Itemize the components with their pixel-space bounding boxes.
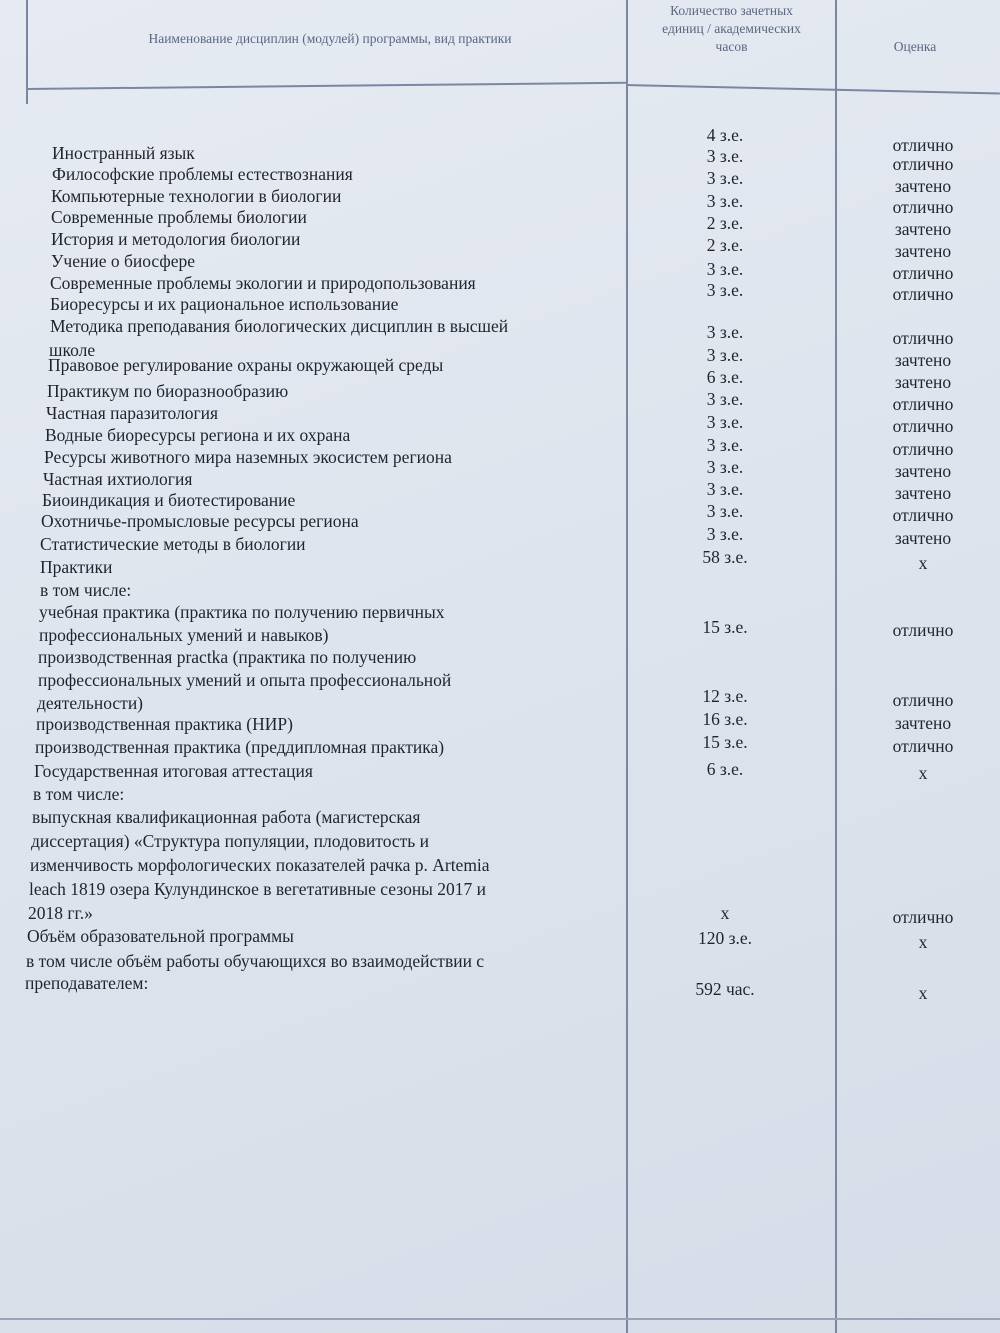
thesis-title-continued: изменчивость морфологических показателей рачка р. Artemia <box>30 855 490 875</box>
discipline-name: Статистические методы в биологии <box>40 534 306 554</box>
contact-label: в том числе объём работы обучающихся во взаимодействии с <box>26 951 485 971</box>
discipline-name: История и методология биологии <box>51 229 301 249</box>
discipline-grade: отлично <box>892 416 954 436</box>
discipline-grade: отлично <box>892 328 954 348</box>
discipline-grade: зачтено <box>894 350 952 370</box>
practice-units: 15 з.е. <box>702 732 748 752</box>
discipline-units: 3 з.е. <box>706 435 744 455</box>
discipline-units: 3 з.е. <box>706 345 744 365</box>
thesis-units: х <box>720 903 730 923</box>
thesis-title-continued: 2018 гг.» <box>28 903 93 923</box>
volume-units: 120 з.е. <box>697 928 753 948</box>
discipline-grade: зачтено <box>894 372 952 392</box>
discipline-name: Методика преподавания биологических дисциплин в высшей <box>50 316 509 336</box>
discipline-name: Водные биоресурсы региона и их охрана <box>45 425 351 445</box>
practices-title: Практики <box>40 557 113 577</box>
discipline-name: Философские проблемы естествознания <box>52 164 353 184</box>
discipline-name: Практикум по биоразнообразию <box>47 381 289 401</box>
discipline-grade: зачтено <box>894 461 952 481</box>
practices-units: 58 з.е. <box>702 547 748 567</box>
discipline-name: Современные проблемы биологии <box>51 207 307 227</box>
discipline-units: 3 з.е. <box>706 191 744 211</box>
thesis-title: выпускная квалификационная работа (магистерская <box>32 807 421 827</box>
discipline-grade: отлично <box>892 439 954 459</box>
discipline-units: 3 з.е. <box>706 457 744 477</box>
discipline-units: 4 з.е. <box>706 125 744 145</box>
discipline-units: 3 з.е. <box>706 389 744 409</box>
contact-label-continued: преподавателем: <box>25 973 149 993</box>
practice-units: 12 з.е. <box>702 686 748 706</box>
practice-grade: отлично <box>892 736 954 756</box>
header-units-col: Количество зачетных единиц / академических часов <box>662 3 801 54</box>
practice-name: производственная практика (НИР) <box>36 714 293 734</box>
practice-name-continued: профессиональных умений и навыков) <box>39 625 329 645</box>
header-bottom-line <box>26 82 626 90</box>
discipline-units: 3 з.е. <box>706 168 744 188</box>
discipline-units: 3 з.е. <box>706 259 744 279</box>
practice-grade: зачтено <box>894 713 952 733</box>
discipline-grade: отлично <box>892 284 954 304</box>
discipline-units: 3 з.е. <box>706 322 744 342</box>
discipline-units: 3 з.е. <box>706 524 744 544</box>
discipline-grade: зачтено <box>894 483 952 503</box>
discipline-grade: отлично <box>892 394 954 414</box>
discipline-name: Современные проблемы экологии и природопользования <box>50 273 476 293</box>
attestation-title: Государственная итоговая аттестация <box>34 761 313 781</box>
discipline-grade: отлично <box>892 135 954 155</box>
discipline-name: Частная ихтиология <box>43 469 193 489</box>
discipline-name: Иностранный язык <box>52 143 195 163</box>
including-label: в том числе: <box>33 784 125 804</box>
discipline-units: 2 з.е. <box>706 235 744 255</box>
discipline-units: 3 з.е. <box>706 146 744 166</box>
practice-grade: отлично <box>892 690 954 710</box>
contact-units: 592 час. <box>695 979 755 999</box>
header-name-col: Наименование дисциплин (модулей) программы, вид практики <box>148 31 512 46</box>
practice-name: производственная practka (практика по получению <box>38 647 417 667</box>
practice-name: производственная практика (преддипломная практика) <box>35 737 445 757</box>
thesis-title-continued: leach 1819 озера Кулундинское в вегетативные сезоны 2017 и <box>29 879 487 899</box>
discipline-grade: отлично <box>892 154 954 174</box>
practice-units: 16 з.е. <box>702 709 748 729</box>
discipline-units: 3 з.е. <box>706 501 744 521</box>
thesis-grade: отлично <box>892 907 954 927</box>
practice-grade: отлично <box>892 620 954 640</box>
discipline-grade: отлично <box>892 263 954 283</box>
discipline-units: 2 з.е. <box>706 213 744 233</box>
discipline-grade: отлично <box>892 505 954 525</box>
thesis-title-continued: диссертация) «Структура популяции, плодовитость и <box>31 831 430 851</box>
discipline-name: Частная паразитология <box>46 403 219 423</box>
discipline-name: Ресурсы животного мира наземных экосистем региона <box>44 447 452 467</box>
discipline-grade: зачтено <box>894 528 952 548</box>
practices-grade: х <box>918 553 928 573</box>
discipline-units: 3 з.е. <box>706 280 744 300</box>
discipline-name: Биоиндикация и биотестирование <box>42 490 296 510</box>
discipline-name: Биоресурсы и их рациональное использование <box>50 294 399 314</box>
header-grade-col: Оценка <box>893 39 937 54</box>
discipline-name: Правовое регулирование охраны окружающей среды <box>48 355 444 375</box>
practice-name: учебная практика (практика по получению первичных <box>39 602 445 622</box>
header-bottom-line-right <box>626 84 1000 94</box>
discipline-units: 6 з.е. <box>706 367 744 387</box>
volume-grade: х <box>918 932 928 952</box>
bottom-line <box>0 1318 1000 1320</box>
discipline-grade: отлично <box>892 197 954 217</box>
discipline-units: 3 з.е. <box>706 479 744 499</box>
practice-units: 15 з.е. <box>702 617 748 637</box>
volume-label: Объём образовательной программы <box>27 926 294 946</box>
column-divider-1 <box>626 0 628 1333</box>
including-label: в том числе: <box>40 580 132 600</box>
discipline-grade: зачтено <box>894 241 952 261</box>
discipline-units: 3 з.е. <box>706 412 744 432</box>
discipline-name: Учение о биосфере <box>51 251 196 271</box>
discipline-grade: зачтено <box>894 176 952 196</box>
discipline-name: Компьютерные технологии в биологии <box>51 186 342 206</box>
column-divider-2 <box>835 0 837 1333</box>
contact-grade: х <box>918 983 928 1003</box>
practice-name-continued: деятельности) <box>37 693 144 713</box>
discipline-grade: зачтено <box>894 219 952 239</box>
practice-name-continued: профессиональных умений и опыта профессиональной <box>38 670 452 690</box>
attestation-grade: х <box>918 763 928 783</box>
discipline-name: Охотничье-промысловые ресурсы региона <box>41 511 359 531</box>
attestation-units: 6 з.е. <box>706 759 744 779</box>
discipline-name-continued: школе <box>49 340 96 360</box>
